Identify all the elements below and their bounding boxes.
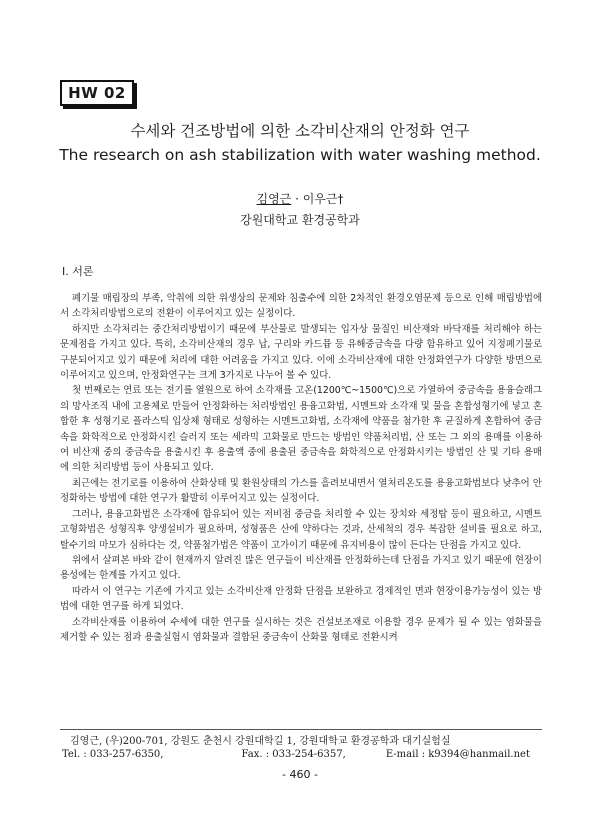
paragraph: 따라서 이 연구는 기존에 가지고 있는 소각비산재 안정화 단점을 보완하고 경제적인 면과 현장이용가능성이 있는 방법에 대한 연구를 하게 되었다. xyxy=(60,585,542,613)
footer-email: E-mail : k9394@hanmail.net xyxy=(385,749,530,760)
title-korean: 수세와 건조방법에 의한 소각비산재의 안정화 연구 xyxy=(130,122,470,140)
affiliation: 강원대학교 환경공학과 xyxy=(240,213,360,227)
author-first: 김영근 xyxy=(256,192,292,206)
paper-code-box xyxy=(60,80,134,106)
paragraph: 소각비산재를 이용하여 수세에 대한 연구를 실시하는 것은 건설보조재로 이용할 경우 문제가 될 수 있는 염화물을 제거할 수 있는 점과 용출실험시 염화물과 결합된 중금속이 산화물 형태로 전환시켜 xyxy=(60,616,542,643)
author-list xyxy=(0,190,600,207)
title-english: The research on ash stabilization with water washing method. xyxy=(59,146,541,164)
paragraph: 위에서 살펴본 바와 같이 현재까지 알려진 많은 연구들이 비산재를 안정화하는데 단점을 가지고 있기 때문에 현장이용성에는 한계를 가지고 있다. xyxy=(60,554,542,582)
footer-tel: Tel. : 033-257-6350, xyxy=(62,749,164,760)
paragraph: 하지만 소각처리는 중간처리방법이기 때문에 부산물로 발생되는 입자상 물질인 비산재와 바닥재를 처리해야 하는 문제점을 가지고 있다. 특히, 소각비산재의 경우 납, 구리와 카드뮴 등 유해중금속을 다량 함유하고 있어 지정폐기물로 구분되어지고 있기 때문에 처리에 대한 어려움을 가지고 있다. 이에 소각비산재에 대한 안정화연구가 다양한 방면으로 이루어지고 있으며, 안정화연구는 크게 3가지로 나누어 볼 수 있다. xyxy=(60,323,542,382)
paragraph: 그러나, 용융고화법은 소각재에 함유되어 있는 저비점 중금을 처리할 수 있는 장치와 세정탑 등이 필요하고, 시멘트 고형화법은 성형직후 양생설비가 필요하며, 성형품은 산에 약하다는 것과, 산세척의 경우 복잡한 설비를 필요로 하고, 탈수기의 마모가 심하다는 것, 약품첨가법은 약품이 고가이기 때문에 유지비용이 많이 든다는 단점을 가지고 있다. xyxy=(60,508,542,551)
footer-divider xyxy=(60,729,542,730)
page-number: - 460 - xyxy=(282,768,318,781)
paper-code: HW 02 xyxy=(68,84,126,102)
paragraph: 첫 번째로는 연료 또는 전기를 열원으로 하여 소각재를 고온(1200℃~1500℃)으로 가열하여 중금속을 용융슬래그의 망사조직 내에 고용체로 만들어 안정화하는 처리방법인 용융고화법, 시멘트와 소각재 및 물을 혼합성형기에 넣고 혼합한 후 성형기로 플라스틱 입상체 형태로 성형하는 시멘트고화법, 소각재에 약품을 첨가한 후 균질하게 혼합하여 중금속을 화학적으로 안정화시킨 슬러지 또는 세라믹 고화물로 만드는 방법인 약품처리법, 산 또는 그 외의 용매를 이용하여 비산재 중의 중금속을 용출시킨 후 용출액 중에 용출된 중금속을 화학적으로 안정화시키는 방법인 산 및 기타 용매에 의한 처리방법 등이 사용되고 있다. xyxy=(60,385,542,474)
body-text xyxy=(60,291,542,645)
author-separator: · xyxy=(291,192,303,206)
paragraph: 폐기물 매립장의 부족, 악취에 의한 위생상의 문제와 침출수에 의한 2차적인 환경오염문제 등으로 인해 매립방법에서 소각처리방법으로의 전환이 이루어지고 있는 실정이다. xyxy=(60,293,542,320)
footer-contact xyxy=(60,749,542,760)
footer-address: 김영근, (우)200-701, 강원도 춘천시 강원대학길 1, 강원대학교 환경공학과 대기실험실 xyxy=(70,736,451,747)
author-second: 이우근† xyxy=(302,192,344,206)
section-heading: Ⅰ. 서론 xyxy=(62,265,94,278)
paragraph: 최근에는 전기로를 이용하여 산화상태 및 환원상태의 가스를 흘려보내면서 열처리온도를 용융고화법보다 낮추어 안정화하는 방법에 대한 연구가 활발히 이루어지고 있는 실정이다. xyxy=(60,477,542,505)
footer-fax: Fax. : 033-254-6357, xyxy=(241,749,346,760)
